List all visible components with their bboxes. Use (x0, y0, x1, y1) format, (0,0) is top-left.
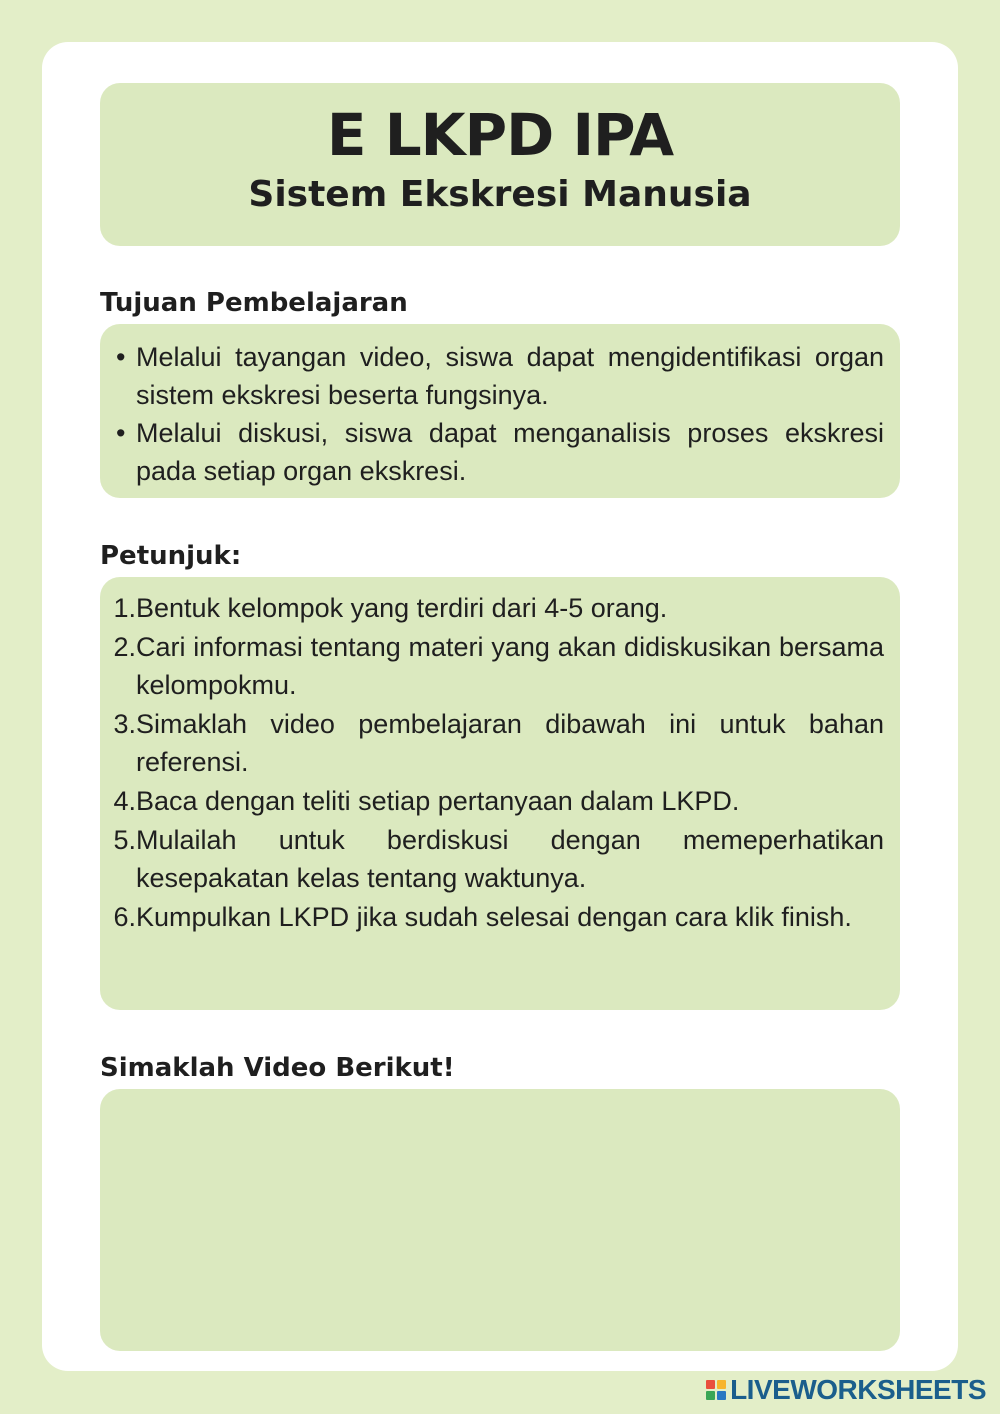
step-text: Cari informasi tentang materi yang akan didiskusikan bersama kelompokmu. (136, 632, 884, 700)
page-title: E LKPD IPA (326, 101, 674, 169)
instruction-item (113, 705, 884, 781)
video-embed-area[interactable] (100, 1089, 900, 1351)
page-subtitle: Sistem Ekskresi Manusia (248, 174, 752, 215)
instruction-item (113, 628, 884, 704)
logo-square-green (706, 1391, 715, 1400)
instructions-panel (100, 577, 900, 1010)
liveworksheets-brand-text: LIVEWORKSHEETS (730, 1374, 986, 1405)
video-heading: Simaklah Video Berikut! (100, 1053, 455, 1083)
instruction-item (113, 589, 884, 627)
step-number: 4. (113, 786, 136, 816)
goals-list (116, 338, 884, 490)
step-text: Mulailah untuk berdiskusi dengan memeperhatikan kesepakatan kelas tentang waktunya. (136, 825, 884, 893)
step-number: 3. (113, 709, 136, 739)
logo-square-blue (717, 1391, 726, 1400)
logo-square-yellow (717, 1380, 726, 1389)
goals-list-item (116, 338, 884, 414)
instruction-item (113, 782, 884, 820)
goal-text: Melalui diskusi, siswa dapat menganalisis proses ekskresi pada setiap organ ekskresi. (136, 418, 884, 486)
logo-square-red (706, 1380, 715, 1389)
instruction-item (113, 898, 884, 936)
step-text: Kumpulkan LKPD jika sudah selesai dengan cara klik finish. (136, 902, 852, 932)
goals-list-item (116, 414, 884, 490)
goals-panel (100, 324, 900, 498)
liveworksheets-logo-icon (706, 1380, 726, 1400)
step-number: 6. (113, 902, 136, 932)
instructions-list (113, 589, 884, 936)
instructions-heading: Petunjuk: (100, 541, 242, 571)
instruction-item (113, 821, 884, 897)
step-number: 5. (113, 825, 136, 855)
step-text: Bentuk kelompok yang terdiri dari 4-5 orang. (136, 593, 668, 623)
step-text: Baca dengan teliti setiap pertanyaan dalam LKPD. (136, 786, 740, 816)
goal-text: Melalui tayangan video, siswa dapat mengidentifikasi organ sistem ekskresi beserta fungsinya. (136, 342, 884, 410)
bullet-icon: • (116, 418, 126, 448)
step-text: Simaklah video pembelajaran dibawah ini untuk bahan referensi. (136, 709, 884, 777)
liveworksheets-logo[interactable] (706, 1376, 986, 1404)
step-number: 1. (113, 593, 136, 623)
step-number: 2. (113, 632, 136, 662)
goals-heading: Tujuan Pembelajaran (100, 288, 408, 318)
bullet-icon: • (116, 342, 126, 372)
